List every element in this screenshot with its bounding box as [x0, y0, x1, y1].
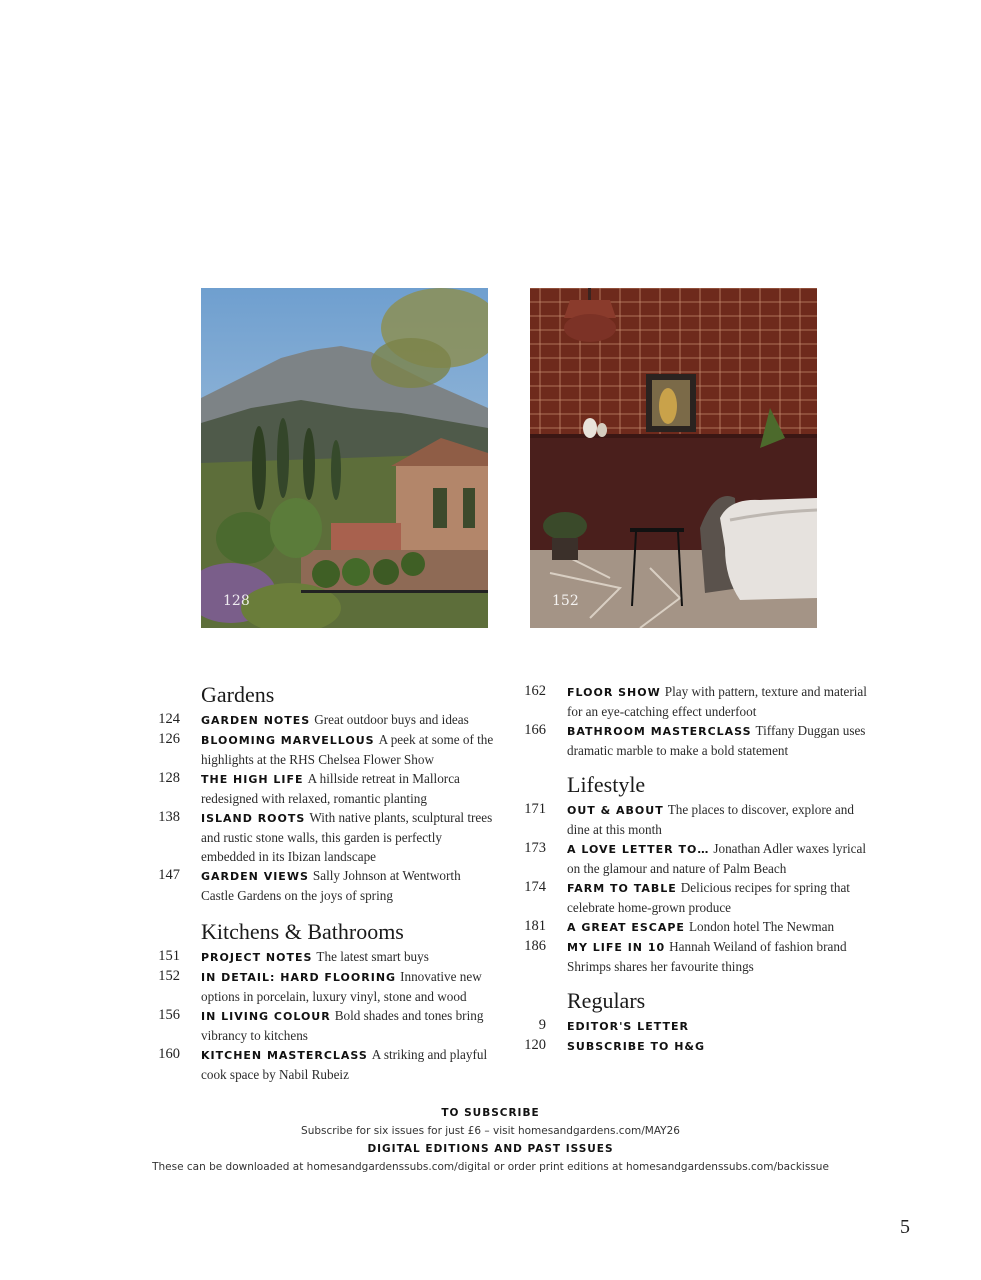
page-number: 5 — [900, 1216, 910, 1238]
entry-description: London hotel The Newman — [688, 919, 835, 934]
toc-entry[interactable] — [144, 967, 494, 1006]
entry-heading: BATHROOM MASTERCLASS — [567, 725, 752, 738]
bathroom-illustration — [530, 288, 817, 628]
entry-heading: KITCHEN MASTERCLASS — [201, 1049, 368, 1062]
entry-page-number: 162 — [524, 683, 546, 699]
entry-page-number: 181 — [524, 918, 546, 934]
entry-page-number: 171 — [524, 801, 546, 817]
digital-editions-heading: DIGITAL EDITIONS AND PAST ISSUES — [367, 1143, 614, 1155]
entry-heading: BLOOMING MARVELLOUS — [201, 734, 375, 747]
section-title-regulars: Regulars — [567, 988, 646, 1013]
section-title-kitchens-bathrooms: Kitchens & Bathrooms — [201, 919, 404, 944]
entry-page-number: 9 — [538, 1017, 546, 1033]
section-title-lifestyle: Lifestyle — [567, 772, 646, 797]
toc-entry[interactable] — [510, 682, 870, 721]
entry-heading: MY LIFE IN 10 — [567, 941, 666, 954]
digital-editions-text[interactable]: These can be downloaded at homesandgardenssubs.com/digital or order print editions at homesandgardenssubs.com/backissue — [152, 1161, 829, 1173]
toc-entry[interactable] — [510, 1016, 870, 1036]
entry-heading: IN LIVING COLOUR — [201, 1010, 331, 1023]
toc-entry[interactable] — [510, 1036, 870, 1056]
toc-entry[interactable] — [510, 800, 870, 839]
toc-entry[interactable] — [510, 721, 870, 760]
contents-column-right — [510, 682, 870, 1056]
section-title-gardens: Gardens — [201, 682, 275, 707]
entry-description: With native plants, sculptural trees and rustic stone walls, this garden is perfectly embedded in its Ibizan landscape — [201, 810, 493, 864]
entry-page-number: 151 — [158, 948, 180, 964]
entry-heading: FARM TO TABLE — [567, 882, 677, 895]
entry-description: Sally Johnson at Wentworth Castle Gardens on the joys of spring — [201, 868, 461, 903]
entry-heading: THE HIGH LIFE — [201, 773, 304, 786]
entry-heading: PROJECT NOTES — [201, 951, 313, 964]
toc-entry[interactable] — [144, 1045, 494, 1084]
entry-page-number: 160 — [158, 1046, 180, 1062]
entry-heading: ISLAND ROOTS — [201, 812, 306, 825]
entry-page-number: 156 — [158, 1007, 180, 1023]
subscription-footer — [0, 1104, 981, 1176]
entry-description: Jonathan Adler waxes lyrical on the glamour and nature of Palm Beach — [567, 841, 867, 876]
entry-heading: EDITOR'S LETTER — [567, 1020, 689, 1033]
toc-entry[interactable] — [144, 1006, 494, 1045]
entry-description: Play with pattern, texture and material for an eye-catching effect underfoot — [567, 684, 867, 719]
entry-description: The places to discover, explore and dine at this month — [567, 802, 854, 837]
entry-description: Great outdoor buys and ideas — [314, 712, 469, 727]
garden-illustration — [201, 288, 488, 628]
toc-entry[interactable] — [144, 730, 494, 769]
entry-page-number: 173 — [524, 840, 546, 856]
entry-page-number: 138 — [158, 809, 180, 825]
entry-description: Tiffany Duggan uses dramatic marble to make a bold statement — [567, 723, 866, 758]
entry-page-number: 124 — [158, 711, 180, 727]
entry-description: A striking and playful cook space by Nabil Rubeiz — [201, 1047, 488, 1082]
toc-entry[interactable] — [144, 866, 494, 905]
entry-page-number: 186 — [524, 938, 546, 954]
entry-description: The latest smart buys — [316, 949, 429, 964]
bathroom-photo[interactable] — [530, 288, 817, 628]
entry-page-number: 152 — [158, 968, 180, 984]
entry-heading: GARDEN VIEWS — [201, 870, 309, 883]
toc-entry[interactable] — [144, 710, 494, 730]
entry-description: Hannah Weiland of fashion brand Shrimps shares her favourite things — [567, 939, 847, 974]
toc-entry[interactable] — [144, 947, 494, 967]
garden-photo[interactable] — [201, 288, 488, 628]
entry-heading: OUT & ABOUT — [567, 804, 664, 817]
subscribe-text[interactable]: Subscribe for six issues for just £6 – visit homesandgardens.com/MAY26 — [301, 1125, 680, 1137]
toc-entry[interactable] — [510, 937, 870, 976]
contents-column-left — [144, 682, 494, 1084]
entry-page-number: 174 — [524, 879, 546, 895]
entry-page-number: 128 — [158, 770, 180, 786]
image-page-number: 152 — [552, 593, 579, 609]
entry-page-number: 166 — [524, 722, 546, 738]
entry-description: A hillside retreat in Mallorca redesigned with relaxed, romantic planting — [201, 771, 460, 806]
entry-description: A peek at some of the highlights at the RHS Chelsea Flower Show — [201, 732, 494, 767]
entry-description: Delicious recipes for spring that celebrate home-grown produce — [567, 880, 850, 915]
entry-description: Innovative new options in porcelain, luxury vinyl, stone and wood — [201, 969, 482, 1004]
entry-heading: SUBSCRIBE TO H&G — [567, 1040, 706, 1053]
entry-page-number: 120 — [524, 1037, 546, 1053]
toc-entry[interactable] — [510, 917, 870, 937]
subscribe-heading: TO SUBSCRIBE — [441, 1107, 540, 1119]
entry-description: Bold shades and tones bring vibrancy to kitchens — [201, 1008, 484, 1043]
toc-entry[interactable] — [144, 808, 494, 866]
toc-entry[interactable] — [510, 878, 870, 917]
image-page-number: 128 — [223, 593, 250, 609]
entry-heading: GARDEN NOTES — [201, 714, 311, 727]
entry-heading: A LOVE LETTER TO… — [567, 843, 710, 856]
entry-heading: FLOOR SHOW — [567, 686, 661, 699]
entry-page-number: 126 — [158, 731, 180, 747]
toc-entry[interactable] — [510, 839, 870, 878]
toc-entry[interactable] — [144, 769, 494, 808]
entry-page-number: 147 — [158, 867, 180, 883]
entry-heading: A GREAT ESCAPE — [567, 921, 685, 934]
entry-heading: IN DETAIL: HARD FLOORING — [201, 971, 397, 984]
